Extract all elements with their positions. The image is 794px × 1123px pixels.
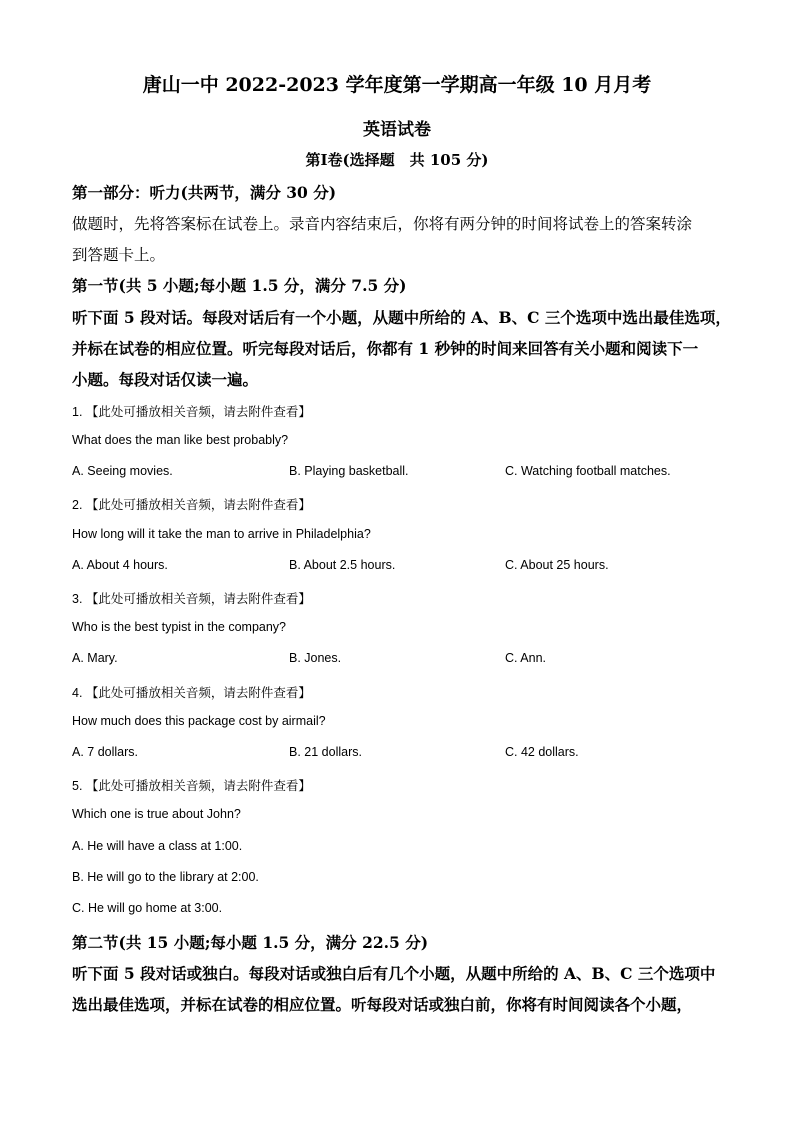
section1-instruction-line: 听下面 5 段对话。每段对话后有一个小题，从题中所给的 A、B、C 三个选项中选出最佳选项，: [72, 308, 731, 327]
question-1-text: What does the man like best probably?: [72, 433, 289, 447]
section2-instruction-line: 听下面 5 段对话或独白。每段对话或独白后有几个小题，从题中所给的 A、B、C 三个选项中: [72, 964, 716, 983]
question-5-audio-link[interactable]: 5. 【此处可播放相关音频，请去附件查看】: [72, 779, 311, 793]
question-2-text: How long will it take the man to arrive in Philadelphia?: [72, 527, 371, 541]
question-2-option-b: B. About 2.5 hours.: [289, 558, 396, 572]
question-3-option-c: C. Ann.: [505, 651, 546, 665]
part1-instruction-line: 做题时，先将答案标在试卷上。录音内容结束后，你将有两分钟的时间将试卷上的答案转涂: [72, 215, 693, 233]
question-1-option-b: B. Playing basketball.: [289, 464, 409, 478]
exam-title: 唐山一中 2022-2023 学年度第一学期高一年级 10 月月考: [142, 74, 652, 96]
question-1-option-c: C. Watching football matches.: [505, 464, 671, 478]
question-4-option-a: A. 7 dollars.: [72, 745, 139, 759]
question-5-option-a: A. He will have a class at 1:00.: [72, 839, 243, 853]
question-4-audio-link[interactable]: 4. 【此处可播放相关音频，请去附件查看】: [72, 686, 311, 700]
question-4-text: How much does this package cost by airmail?: [72, 714, 326, 728]
question-4-option-b: B. 21 dollars.: [289, 745, 362, 759]
question-3-audio-link[interactable]: 3. 【此处可播放相关音频，请去附件查看】: [72, 592, 311, 606]
question-3-option-b: B. Jones.: [289, 651, 342, 665]
question-2-audio-link[interactable]: 2. 【此处可播放相关音频，请去附件查看】: [72, 498, 311, 512]
section2-heading: 第二节(共 15 小题;每小题 1.5 分，满分 22.5 分): [72, 933, 429, 952]
question-5-text: Which one is true about John?: [72, 807, 241, 821]
question-2-option-a: A. About 4 hours.: [72, 558, 168, 572]
volume-heading: 第Ⅰ卷(选择题 共 105 分): [305, 151, 489, 169]
section1-instruction-line: 小题。每段对话仅读一遍。: [72, 370, 259, 389]
exam-subject: 英语试卷: [363, 120, 431, 140]
question-3-text: Who is the best typist in the company?: [72, 620, 286, 634]
question-1-option-a: A. Seeing movies.: [72, 464, 173, 478]
question-3-option-a: A. Mary.: [72, 651, 118, 665]
question-4-option-c: C. 42 dollars.: [505, 745, 579, 759]
section1-instruction-line: 并标在试卷的相应位置。听完每段对话后，你都有 1 秒钟的时间来回答有关小题和阅读下一: [72, 339, 699, 358]
question-1-audio-link[interactable]: 1. 【此处可播放相关音频，请去附件查看】: [72, 405, 311, 419]
question-5-option-b: B. He will go to the library at 2:00.: [72, 870, 259, 884]
section2-instruction-line: 选出最佳选项，并标在试卷的相应位置。听每段对话或独白前，你将有时间阅读各个小题，: [72, 995, 693, 1014]
section1-heading: 第一节(共 5 小题;每小题 1.5 分，满分 7.5 分): [72, 276, 407, 295]
question-5-option-c: C. He will go home at 3:00.: [72, 901, 223, 915]
part1-heading: 第一部分：听力(共两节，满分 30 分): [72, 183, 337, 202]
part1-instruction-line: 到答题卡上。: [72, 246, 166, 264]
question-2-option-c: C. About 25 hours.: [505, 558, 609, 572]
